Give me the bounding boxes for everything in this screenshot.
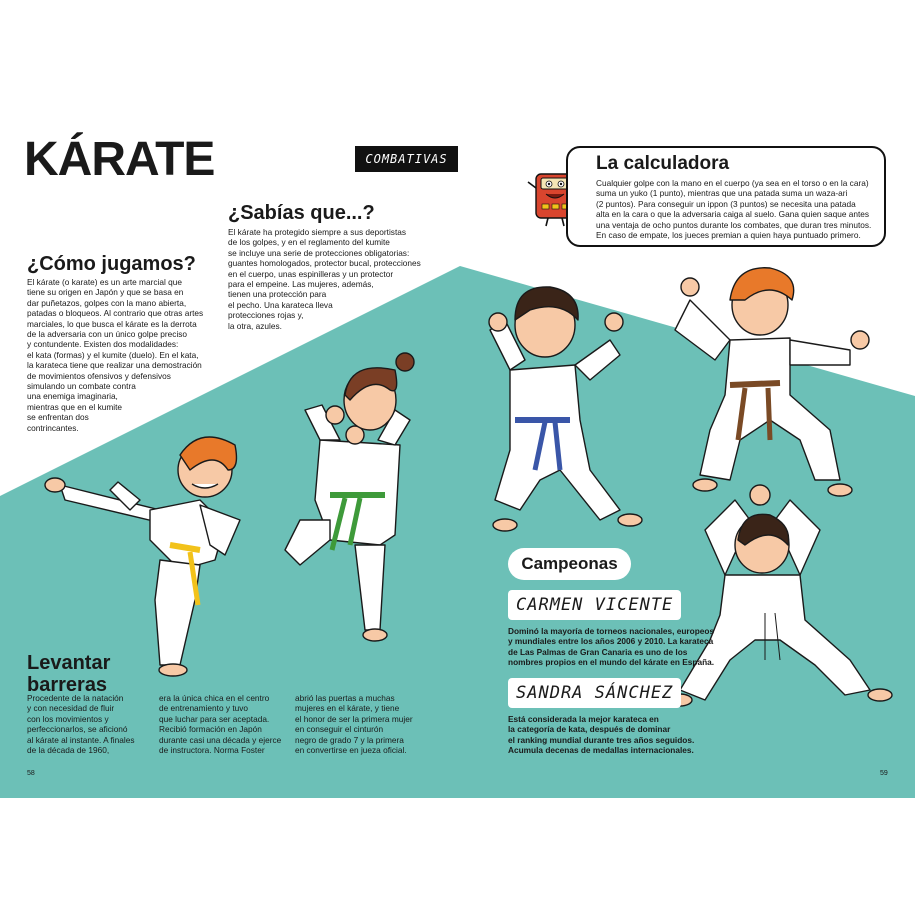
athlete-name-sandra: SANDRA SÁNCHEZ — [508, 678, 681, 708]
como-jugamos-heading: ¿Cómo jugamos? — [27, 253, 196, 275]
page-number-left: 58 — [27, 770, 35, 777]
calculadora-text: Cualquier golpe con la mano en el cuerpo (ya sea en el torso o en la cara) suma un yuko (1 punto), mientras que una patada suma un waza-ari (2 puntos). Para conseguir un ippon (3 puntos) se necesita una patada alta en la cara o que la adversaria caiga al suelo. Gana quien saque antes una ventaja de ocho puntos durante los combates, que duran tres minutos. En caso de empate, los jueces premian a quien haya puntuado primero. — [596, 178, 872, 241]
athlete-bio-carmen: Dominó la mayoría de torneos nacionales, europeos y mundiales entre los años 2006 y 2010. La karateca de Las Palmas de Gran Canaria es uno de los nombres propios en el mundo del kárate en España. — [508, 626, 715, 668]
sabias-que-heading: ¿Sabías que...? — [228, 202, 375, 224]
athlete-name-carmen: CARMEN VICENTE — [508, 590, 681, 620]
page-title: KÁRATE — [24, 133, 215, 186]
campeonas-heading: Campeonas — [508, 548, 631, 580]
page-number-right: 59 — [880, 770, 888, 777]
levantar-col-1: Procedente de la natación y con necesidad de fluir con los movimientos y perfeccionarlos, se aficionó al kárate al instante. A finales de la década de 1960, — [27, 693, 135, 756]
athlete-bio-sandra: Está considerada la mejor karateca en la categoría de kata, después de dominar el ranking mundial durante tres años seguidos. Acumula decenas de medallas internacionales. — [508, 714, 695, 756]
levantar-col-3: abrió las puertas a muchas mujeres en el kárate, y tiene el honor de ser la primera mujer en conseguir el cinturón negro de grado 7 y la primera en convertirse en jueza oficial. — [295, 693, 413, 756]
levantar-col-2: era la única chica en el centro de entrenamiento y tuvo que luchar para ser aceptada. Recibió formación en Japón durante casi una década y ejerce de instructora. Norma Foster — [159, 693, 282, 756]
category-tag: COMBATIVAS — [355, 146, 458, 172]
sabias-que-text: El kárate ha protegido siempre a sus deportistas de los golpes, y en el reglamento del kumite se incluye una serie de protecciones obligatorias: guantes homologados, protector bucal, protecciones en el cuerpo, unas espinilleras y un protector para el empeine. Las mujeres, además, tienen una protección para el pecho. Una karateca lleva protecciones rojas y, la otra, azules. — [228, 227, 421, 331]
como-jugamos-text: El kárate (o karate) es un arte marcial que tiene su origen en Japón y que se basa en dar puñetazos, golpes con la mano abierta, patadas o bloqueos. Al contrario que otras artes marciales, lo que busca el kárate es la derrota de la adversaria con un único golpe preciso y contundente. Existen dos modalidades: el kata (formas) y el kumite (duelo). En el kata, la karateca tiene que realizar una demostración de movimientos ofensivos y defensivos simulando un combate contra una enemiga imaginaria, mientras que en el kumite se enfrentan dos contrincantes. — [27, 277, 204, 433]
levantar-barreras-heading: Levantar barreras — [27, 652, 111, 696]
calculadora-title: La calculadora — [596, 153, 730, 174]
